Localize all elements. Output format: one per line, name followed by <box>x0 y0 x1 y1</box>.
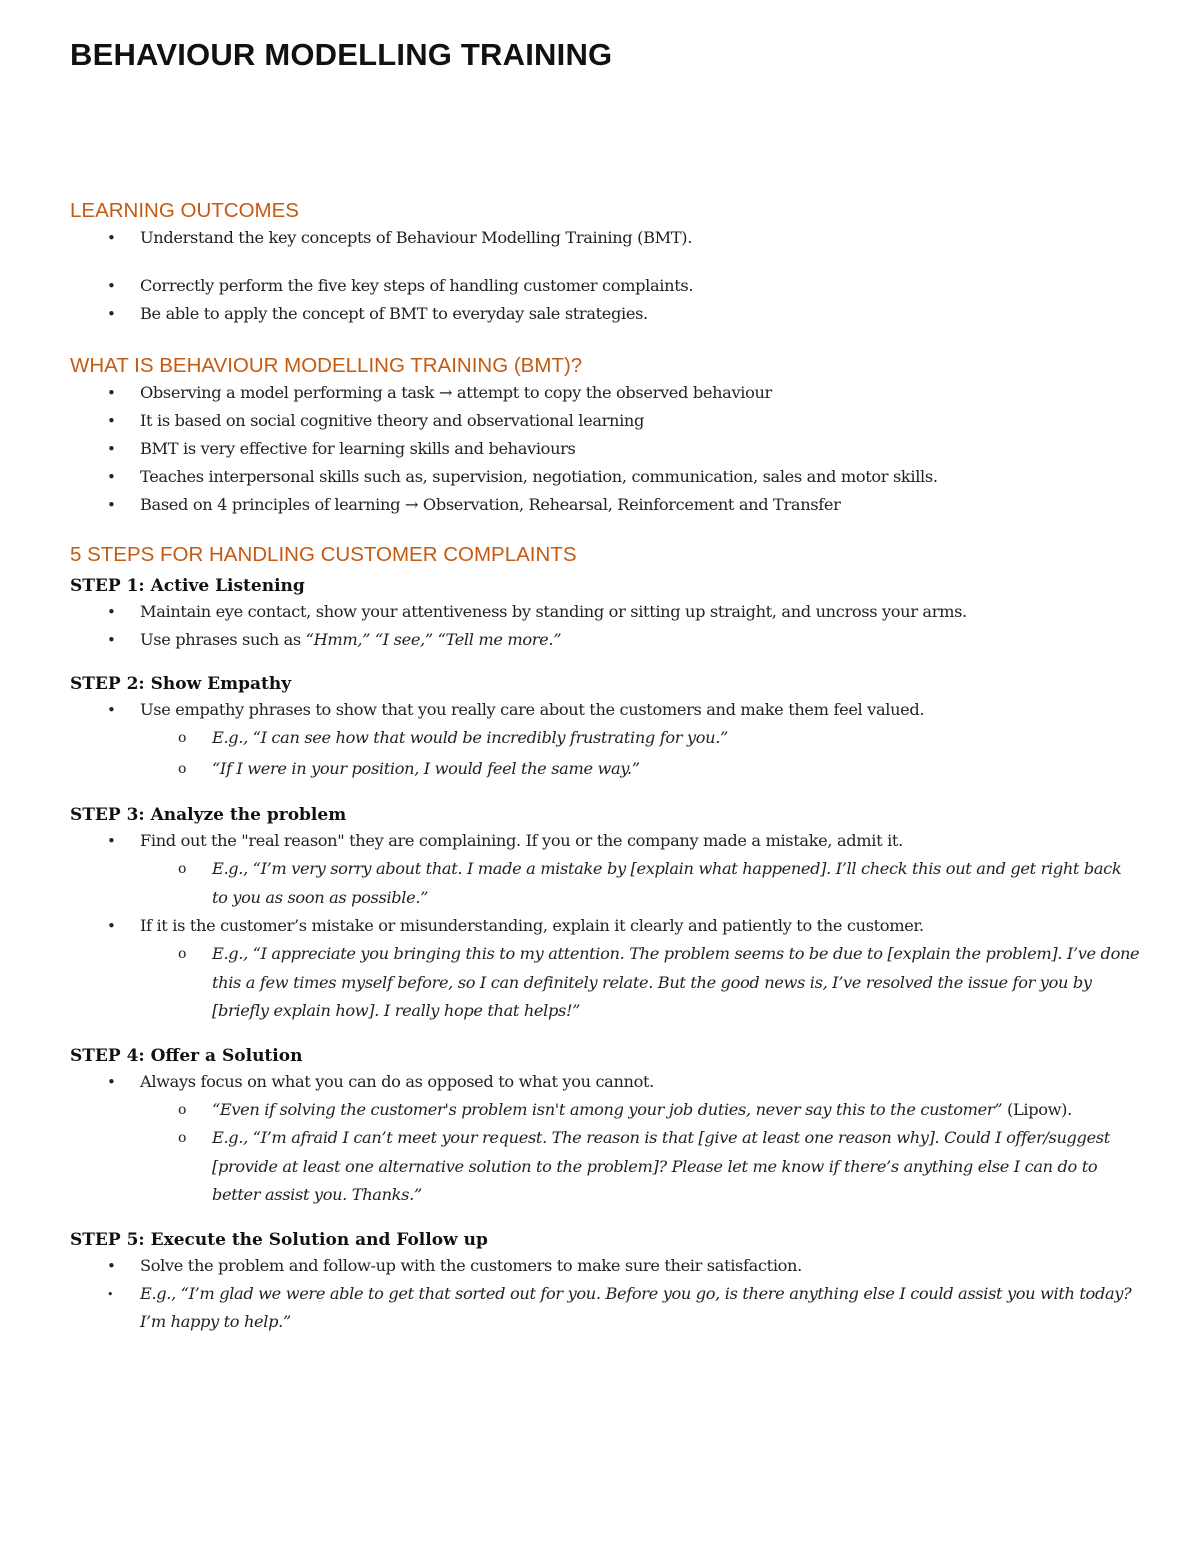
list-item: • BMT is very effective for learning skills and behaviours <box>70 435 1140 463</box>
step-1-heading: STEP 1: Active Listening <box>70 576 305 596</box>
sub-list-item: o “If I were in your position, I would feel the same way.” <box>70 755 1140 784</box>
step-1-list <box>70 598 1140 654</box>
bullet-icon: • <box>107 1072 116 1091</box>
sub-list <box>140 855 1140 912</box>
document-page <box>70 36 1140 1336</box>
bullet-icon: • <box>107 305 116 323</box>
list-item: • Solve the problem and follow-up with the customers to make sure their satisfaction. <box>70 1252 1140 1280</box>
list-item: • Use phrases such as “Hmm,” “I see,” “Tell me more.” <box>70 626 1140 654</box>
bullet-icon: • <box>107 917 116 935</box>
step-5-heading: STEP 5: Execute the Solution and Follow up <box>70 1229 488 1250</box>
bullet-icon: • <box>107 440 116 458</box>
step-2-list <box>70 696 1140 783</box>
learning-outcomes-list <box>70 224 1140 328</box>
steps-section-heading: 5 STEPS FOR HANDLING CUSTOMER COMPLAINTS <box>70 543 577 566</box>
circle-bullet-icon: o <box>178 1101 187 1118</box>
bullet-icon: • <box>107 229 116 247</box>
circle-bullet-icon: o <box>178 760 187 777</box>
bullet-icon: • <box>107 384 116 402</box>
step-3-heading: STEP 3: Analyze the problem <box>70 805 347 825</box>
bullet-icon: • <box>107 603 116 621</box>
bullet-icon: • <box>107 412 116 430</box>
what-is-bmt-list <box>70 379 1140 519</box>
sub-list-item: o E.g., “I appreciate you bringing this to my attention. The problem seems to be due to [explain the problem]. I’ve done this a few times myself before, so I can definitely relate. But the good news is, I’ve resolved the issue for you by [briefly explain how]. I really hope that helps!” <box>70 940 1140 1026</box>
sub-list-item: o E.g., “I’m afraid I can’t meet your request. The reason is that [give at least one reason why]. Could I offer/suggest [provide at least one alternative solution to the problem]? Please let me know if there’s anything else I can do to better assist you. Thanks.” <box>70 1124 1140 1210</box>
list-item: • It is based on social cognitive theory and observational learning <box>70 407 1140 435</box>
step-5-list <box>70 1252 1140 1336</box>
step-4-heading: STEP 4: Offer a Solution <box>70 1045 303 1066</box>
bullet-icon: • <box>107 277 116 295</box>
list-item: • Maintain eye contact, show your attentiveness by standing or sitting up straight, and uncross your arms. <box>70 598 1140 626</box>
step-4-list <box>70 1068 1140 1210</box>
bullet-icon: • <box>107 1287 114 1301</box>
list-item: • Always focus on what you can do as opposed to what you cannot. o “Even if solving the customer's problem isn't among your job duties, never say this to the customer” (Lipow). o E.g., “I’m afraid I can’t meet your request. The reason is that [give at least one reason why]. Could I offer/suggest [provide at least one alternative solution to the problem]? Please let me know if there’s anything else I can do to better assist you. Thanks.” <box>70 1068 1140 1210</box>
sub-list <box>140 1096 1140 1210</box>
list-item: • If it is the customer’s mistake or misunderstanding, explain it clearly and patiently to the customer. o E.g., “I appreciate you bringing this to my attention. The problem seems to be due to [explain the problem]. I’ve done this a few times myself before, so I can definitely relate. But the good news is, I’ve resolved the issue for you by [briefly explain how]. I really hope that helps!” <box>70 912 1140 1026</box>
list-item: • Be able to apply the concept of BMT to everyday sale strategies. <box>70 300 1140 328</box>
circle-bullet-icon: o <box>178 946 187 962</box>
list-item: • E.g., “I’m glad we were able to get that sorted out for you. Before you go, is there anything else I could assist you with today? I’m happy to help.” <box>70 1280 1140 1336</box>
sub-list-item: o “Even if solving the customer's problem isn't among your job duties, never say this to the customer” (Lipow). <box>70 1096 1140 1125</box>
bullet-icon: • <box>107 1256 116 1275</box>
sub-list-item: o E.g., “I can see how that would be incredibly frustrating for you.” <box>70 724 1140 753</box>
list-item: • Use empathy phrases to show that you really care about the customers and make them feel valued. o E.g., “I can see how that would be incredibly frustrating for you.” o “If I were in your position, I would feel the same way.” <box>70 696 1140 783</box>
bullet-icon: • <box>107 832 116 850</box>
circle-bullet-icon: o <box>178 730 187 746</box>
list-item: • Teaches interpersonal skills such as, supervision, negotiation, communication, sales and motor skills. <box>70 463 1140 491</box>
sub-list-item: o E.g., “I’m very sorry about that. I made a mistake by [explain what happened]. I’ll check this out and get right back to you as soon as possible.” <box>70 855 1140 912</box>
step-3-list <box>70 827 1140 1026</box>
list-item: • Observing a model performing a task → attempt to copy the observed behaviour <box>70 379 1140 407</box>
circle-bullet-icon: o <box>178 1130 187 1146</box>
learning-outcomes-heading: LEARNING OUTCOMES <box>70 199 299 222</box>
sub-list <box>140 724 1140 783</box>
list-item: • Based on 4 principles of learning → Observation, Rehearsal, Reinforcement and Transfer <box>70 491 1140 519</box>
step-2-heading: STEP 2: Show Empathy <box>70 674 292 694</box>
what-is-bmt-heading: WHAT IS BEHAVIOUR MODELLING TRAINING (BMT)? <box>70 354 583 377</box>
list-item: • Find out the "real reason" they are complaining. If you or the company made a mistake, admit it. o E.g., “I’m very sorry about that. I made a mistake by [explain what happened]. I’ll check this out and get right back to you as soon as possible.” <box>70 827 1140 912</box>
circle-bullet-icon: o <box>178 861 187 877</box>
bullet-icon: • <box>107 631 116 649</box>
bullet-icon: • <box>107 496 116 514</box>
sub-list <box>140 940 1140 1026</box>
list-item: • Understand the key concepts of Behaviour Modelling Training (BMT). <box>70 224 1140 252</box>
bullet-icon: • <box>107 468 116 486</box>
list-item: • Correctly perform the five key steps of handling customer complaints. <box>70 272 1140 300</box>
bullet-icon: • <box>107 701 116 719</box>
document-title: BEHAVIOUR MODELLING TRAINING <box>70 37 613 72</box>
